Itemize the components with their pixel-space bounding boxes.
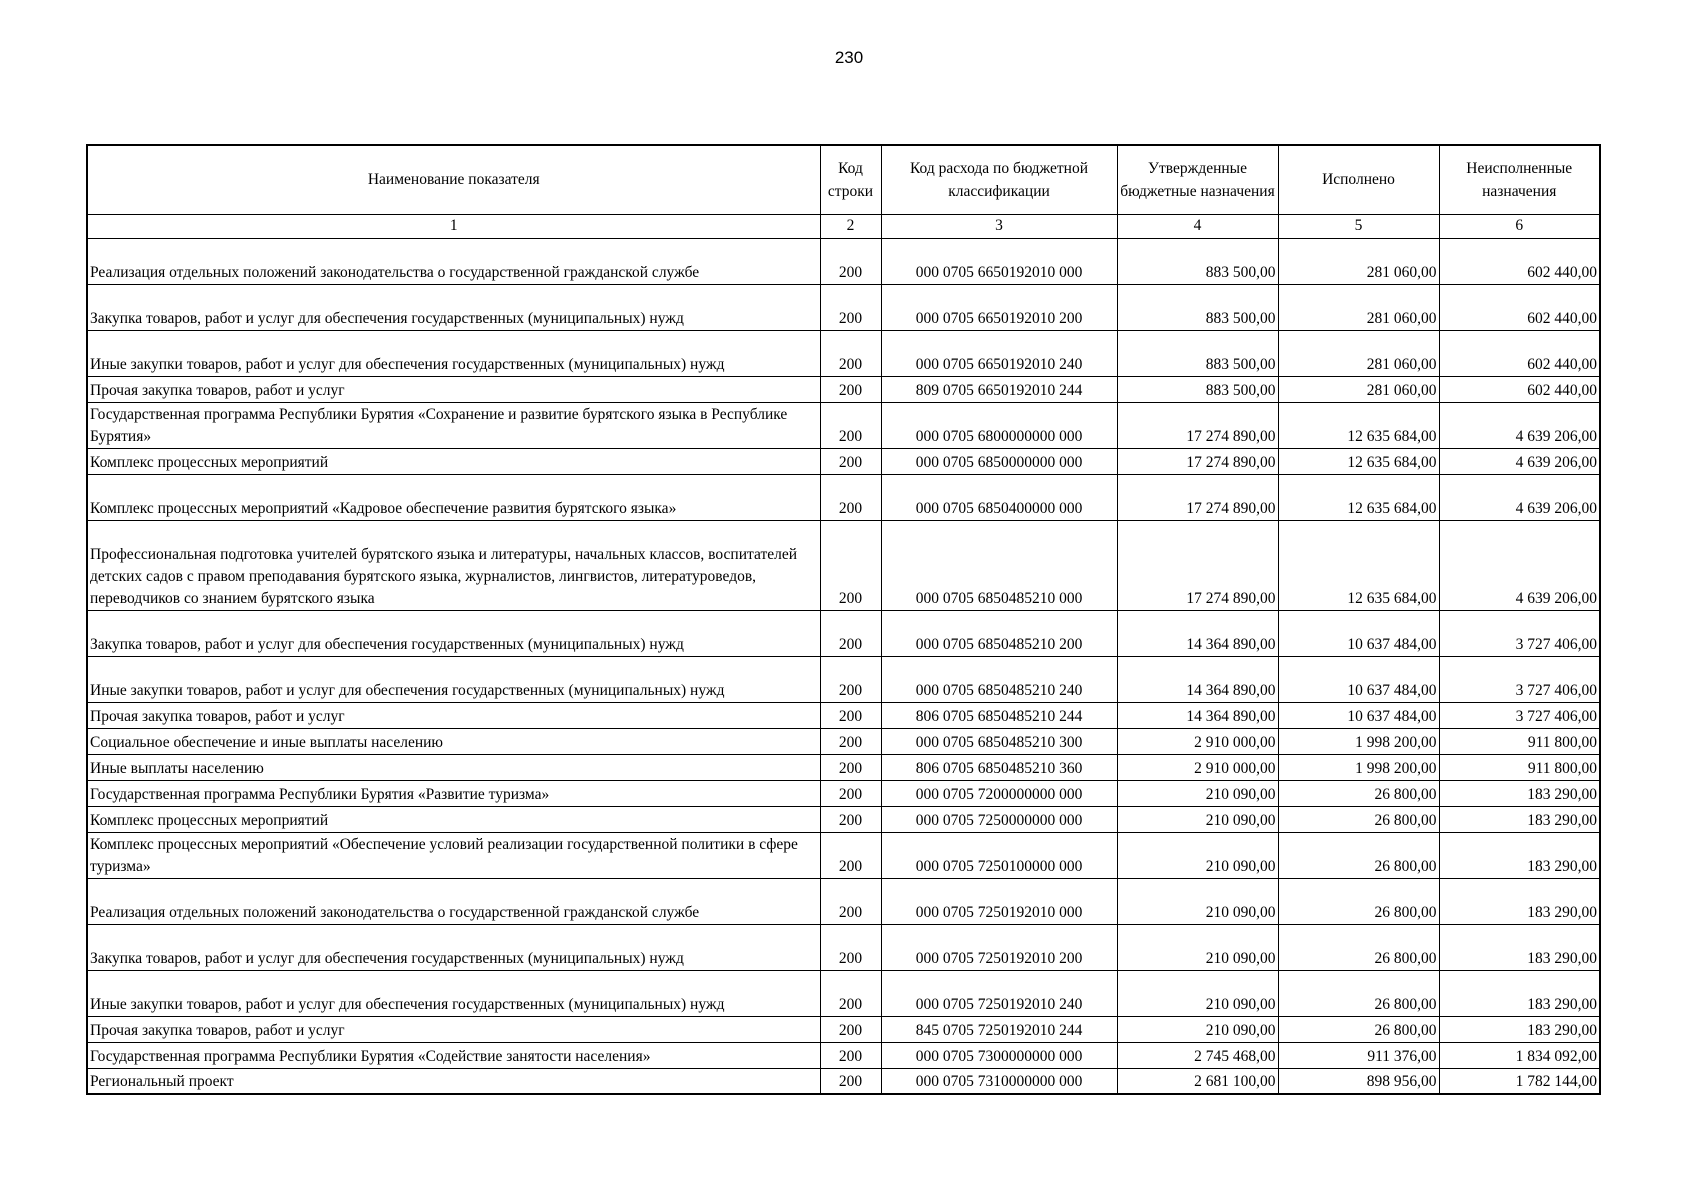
- executed-amount-cell: 898 956,00: [1278, 1068, 1439, 1094]
- unexecuted-amount-cell: 602 440,00: [1439, 376, 1600, 402]
- line-code-cell: 200: [820, 806, 881, 832]
- indicator-name-cell: Профессиональная подготовка учителей бурятского языка и литературы, начальных классов, воспитателей детских садов с правом преподавания бурятского языка, журналистов, лингвистов, литературоведов, переводчиков со знанием бурятского языка: [87, 520, 820, 610]
- table-row: [87, 754, 1600, 780]
- executed-amount-cell: 911 376,00: [1278, 1042, 1439, 1068]
- unexecuted-amount-cell: 4 639 206,00: [1439, 474, 1600, 520]
- approved-amount-cell: 2 681 100,00: [1117, 1068, 1278, 1094]
- line-code-cell: 200: [820, 402, 881, 448]
- indicator-name-cell: Иные выплаты населению: [87, 754, 820, 780]
- table-row: [87, 448, 1600, 474]
- indicator-name-cell: Иные закупки товаров, работ и услуг для обеспечения государственных (муниципальных) нужд: [87, 970, 820, 1016]
- executed-amount-cell: 10 637 484,00: [1278, 702, 1439, 728]
- header-line-code: Код строки: [820, 145, 881, 214]
- budget-code-cell: 000 0705 6650192010 200: [881, 284, 1117, 330]
- executed-amount-cell: 10 637 484,00: [1278, 610, 1439, 656]
- line-code-cell: 200: [820, 780, 881, 806]
- table-row: [87, 520, 1600, 610]
- approved-amount-cell: 17 274 890,00: [1117, 520, 1278, 610]
- line-code-cell: 200: [820, 284, 881, 330]
- executed-amount-cell: 26 800,00: [1278, 806, 1439, 832]
- executed-amount-cell: 12 635 684,00: [1278, 474, 1439, 520]
- executed-amount-cell: 281 060,00: [1278, 376, 1439, 402]
- header-indicator-name: Наименование показателя: [87, 145, 820, 214]
- budget-execution-table: [86, 144, 1601, 1095]
- table-row: [87, 1016, 1600, 1042]
- budget-code-cell: 000 0705 6850485210 300: [881, 728, 1117, 754]
- indicator-name-cell: Комплекс процессных мероприятий «Обеспечение условий реализации государственной политики в сфере туризма»: [87, 832, 820, 878]
- budget-code-cell: 000 0705 7250100000 000: [881, 832, 1117, 878]
- header-approved: Утвержденные бюджетные назначения: [1117, 145, 1278, 214]
- table-row: [87, 330, 1600, 376]
- budget-code-cell: 000 0705 6850485210 000: [881, 520, 1117, 610]
- approved-amount-cell: 883 500,00: [1117, 284, 1278, 330]
- indicator-name-cell: Реализация отдельных положений законодательства о государственной гражданской службе: [87, 878, 820, 924]
- table-row: [87, 284, 1600, 330]
- line-code-cell: 200: [820, 330, 881, 376]
- indicator-name-cell: Государственная программа Республики Бурятия «Развитие туризма»: [87, 780, 820, 806]
- budget-code-cell: 000 0705 7250000000 000: [881, 806, 1117, 832]
- approved-amount-cell: 17 274 890,00: [1117, 448, 1278, 474]
- table-row: [87, 402, 1600, 448]
- budget-code-cell: 000 0705 7250192010 200: [881, 924, 1117, 970]
- approved-amount-cell: 17 274 890,00: [1117, 402, 1278, 448]
- table-row: [87, 780, 1600, 806]
- column-number: 5: [1278, 214, 1439, 238]
- approved-amount-cell: 2 910 000,00: [1117, 754, 1278, 780]
- column-number: 2: [820, 214, 881, 238]
- indicator-name-cell: Государственная программа Республики Бурятия «Содействие занятости населения»: [87, 1042, 820, 1068]
- indicator-name-cell: Закупка товаров, работ и услуг для обеспечения государственных (муниципальных) нужд: [87, 924, 820, 970]
- approved-amount-cell: 883 500,00: [1117, 238, 1278, 284]
- line-code-cell: 200: [820, 376, 881, 402]
- indicator-name-cell: Реализация отдельных положений законодательства о государственной гражданской службе: [87, 238, 820, 284]
- table-row: [87, 610, 1600, 656]
- unexecuted-amount-cell: 183 290,00: [1439, 878, 1600, 924]
- line-code-cell: 200: [820, 474, 881, 520]
- approved-amount-cell: 883 500,00: [1117, 376, 1278, 402]
- unexecuted-amount-cell: 4 639 206,00: [1439, 448, 1600, 474]
- line-code-cell: 200: [820, 610, 881, 656]
- approved-amount-cell: 2 745 468,00: [1117, 1042, 1278, 1068]
- indicator-name-cell: Прочая закупка товаров, работ и услуг: [87, 702, 820, 728]
- table-row: [87, 1068, 1600, 1094]
- unexecuted-amount-cell: 183 290,00: [1439, 780, 1600, 806]
- line-code-cell: 200: [820, 238, 881, 284]
- unexecuted-amount-cell: 602 440,00: [1439, 330, 1600, 376]
- line-code-cell: 200: [820, 702, 881, 728]
- budget-code-cell: 806 0705 6850485210 244: [881, 702, 1117, 728]
- indicator-name-cell: Государственная программа Республики Бурятия «Сохранение и развитие бурятского языка в Республике Бурятия»: [87, 402, 820, 448]
- indicator-name-cell: Иные закупки товаров, работ и услуг для обеспечения государственных (муниципальных) нужд: [87, 330, 820, 376]
- executed-amount-cell: 26 800,00: [1278, 1016, 1439, 1042]
- unexecuted-amount-cell: 602 440,00: [1439, 284, 1600, 330]
- unexecuted-amount-cell: 3 727 406,00: [1439, 610, 1600, 656]
- table-row: [87, 1042, 1600, 1068]
- approved-amount-cell: 210 090,00: [1117, 924, 1278, 970]
- budget-code-cell: 000 0705 6650192010 000: [881, 238, 1117, 284]
- budget-code-cell: 000 0705 6650192010 240: [881, 330, 1117, 376]
- approved-amount-cell: 14 364 890,00: [1117, 702, 1278, 728]
- budget-code-cell: 000 0705 7300000000 000: [881, 1042, 1117, 1068]
- budget-code-cell: 000 0705 7200000000 000: [881, 780, 1117, 806]
- table-row: [87, 832, 1600, 878]
- line-code-cell: 200: [820, 1042, 881, 1068]
- table-row: [87, 656, 1600, 702]
- line-code-cell: 200: [820, 1068, 881, 1094]
- executed-amount-cell: 26 800,00: [1278, 780, 1439, 806]
- line-code-cell: 200: [820, 728, 881, 754]
- header-budget-code: Код расхода по бюджетной классификации: [881, 145, 1117, 214]
- executed-amount-cell: 26 800,00: [1278, 878, 1439, 924]
- budget-code-cell: 000 0705 7310000000 000: [881, 1068, 1117, 1094]
- executed-amount-cell: 281 060,00: [1278, 238, 1439, 284]
- unexecuted-amount-cell: 1 834 092,00: [1439, 1042, 1600, 1068]
- table-row: [87, 474, 1600, 520]
- approved-amount-cell: 2 910 000,00: [1117, 728, 1278, 754]
- unexecuted-amount-cell: 911 800,00: [1439, 728, 1600, 754]
- table-row: [87, 878, 1600, 924]
- table-body: [87, 238, 1600, 1094]
- unexecuted-amount-cell: 3 727 406,00: [1439, 702, 1600, 728]
- line-code-cell: 200: [820, 520, 881, 610]
- indicator-name-cell: Комплекс процессных мероприятий: [87, 806, 820, 832]
- table-row: [87, 238, 1600, 284]
- line-code-cell: 200: [820, 1016, 881, 1042]
- line-code-cell: 200: [820, 970, 881, 1016]
- approved-amount-cell: 883 500,00: [1117, 330, 1278, 376]
- approved-amount-cell: 14 364 890,00: [1117, 656, 1278, 702]
- unexecuted-amount-cell: 183 290,00: [1439, 970, 1600, 1016]
- unexecuted-amount-cell: 1 782 144,00: [1439, 1068, 1600, 1094]
- line-code-cell: 200: [820, 754, 881, 780]
- table-row: [87, 970, 1600, 1016]
- header-executed: Исполнено: [1278, 145, 1439, 214]
- indicator-name-cell: Иные закупки товаров, работ и услуг для обеспечения государственных (муниципальных) нужд: [87, 656, 820, 702]
- table-row: [87, 376, 1600, 402]
- unexecuted-amount-cell: 183 290,00: [1439, 806, 1600, 832]
- budget-code-cell: 845 0705 7250192010 244: [881, 1016, 1117, 1042]
- unexecuted-amount-cell: 183 290,00: [1439, 832, 1600, 878]
- approved-amount-cell: 14 364 890,00: [1117, 610, 1278, 656]
- executed-amount-cell: 281 060,00: [1278, 284, 1439, 330]
- unexecuted-amount-cell: 183 290,00: [1439, 924, 1600, 970]
- approved-amount-cell: 210 090,00: [1117, 806, 1278, 832]
- column-number: 6: [1439, 214, 1600, 238]
- column-number: 1: [87, 214, 820, 238]
- executed-amount-cell: 12 635 684,00: [1278, 402, 1439, 448]
- column-number: 4: [1117, 214, 1278, 238]
- budget-code-cell: 000 0705 6850485210 200: [881, 610, 1117, 656]
- column-number-row: [87, 214, 1600, 238]
- executed-amount-cell: 281 060,00: [1278, 330, 1439, 376]
- line-code-cell: 200: [820, 448, 881, 474]
- indicator-name-cell: Прочая закупка товаров, работ и услуг: [87, 1016, 820, 1042]
- budget-code-cell: 000 0705 7250192010 000: [881, 878, 1117, 924]
- executed-amount-cell: 26 800,00: [1278, 970, 1439, 1016]
- indicator-name-cell: Закупка товаров, работ и услуг для обеспечения государственных (муниципальных) нужд: [87, 284, 820, 330]
- approved-amount-cell: 210 090,00: [1117, 970, 1278, 1016]
- indicator-name-cell: Комплекс процессных мероприятий: [87, 448, 820, 474]
- approved-amount-cell: 210 090,00: [1117, 780, 1278, 806]
- budget-code-cell: 000 0705 6850000000 000: [881, 448, 1117, 474]
- executed-amount-cell: 1 998 200,00: [1278, 754, 1439, 780]
- table-row: [87, 806, 1600, 832]
- approved-amount-cell: 17 274 890,00: [1117, 474, 1278, 520]
- budget-code-cell: 000 0705 6850485210 240: [881, 656, 1117, 702]
- table-header-row: [87, 145, 1600, 214]
- budget-code-cell: 809 0705 6650192010 244: [881, 376, 1117, 402]
- executed-amount-cell: 12 635 684,00: [1278, 448, 1439, 474]
- indicator-name-cell: Социальное обеспечение и иные выплаты населению: [87, 728, 820, 754]
- line-code-cell: 200: [820, 924, 881, 970]
- table-row: [87, 702, 1600, 728]
- unexecuted-amount-cell: 4 639 206,00: [1439, 402, 1600, 448]
- page-number: 230: [834, 48, 864, 67]
- unexecuted-amount-cell: 4 639 206,00: [1439, 520, 1600, 610]
- approved-amount-cell: 210 090,00: [1117, 832, 1278, 878]
- column-number: 3: [881, 214, 1117, 238]
- executed-amount-cell: 12 635 684,00: [1278, 520, 1439, 610]
- line-code-cell: 200: [820, 878, 881, 924]
- line-code-cell: 200: [820, 656, 881, 702]
- header-unexecuted: Неисполненные назначения: [1439, 145, 1600, 214]
- budget-code-cell: 000 0705 6800000000 000: [881, 402, 1117, 448]
- approved-amount-cell: 210 090,00: [1117, 1016, 1278, 1042]
- table-row: [87, 728, 1600, 754]
- indicator-name-cell: Закупка товаров, работ и услуг для обеспечения государственных (муниципальных) нужд: [87, 610, 820, 656]
- budget-code-cell: 000 0705 7250192010 240: [881, 970, 1117, 1016]
- executed-amount-cell: 26 800,00: [1278, 832, 1439, 878]
- unexecuted-amount-cell: 602 440,00: [1439, 238, 1600, 284]
- table-row: [87, 924, 1600, 970]
- indicator-name-cell: Прочая закупка товаров, работ и услуг: [87, 376, 820, 402]
- indicator-name-cell: Региональный проект: [87, 1068, 820, 1094]
- executed-amount-cell: 1 998 200,00: [1278, 728, 1439, 754]
- executed-amount-cell: 26 800,00: [1278, 924, 1439, 970]
- unexecuted-amount-cell: 3 727 406,00: [1439, 656, 1600, 702]
- indicator-name-cell: Комплекс процессных мероприятий «Кадровое обеспечение развития бурятского языка»: [87, 474, 820, 520]
- unexecuted-amount-cell: 183 290,00: [1439, 1016, 1600, 1042]
- executed-amount-cell: 10 637 484,00: [1278, 656, 1439, 702]
- approved-amount-cell: 210 090,00: [1117, 878, 1278, 924]
- budget-code-cell: 806 0705 6850485210 360: [881, 754, 1117, 780]
- line-code-cell: 200: [820, 832, 881, 878]
- budget-code-cell: 000 0705 6850400000 000: [881, 474, 1117, 520]
- unexecuted-amount-cell: 911 800,00: [1439, 754, 1600, 780]
